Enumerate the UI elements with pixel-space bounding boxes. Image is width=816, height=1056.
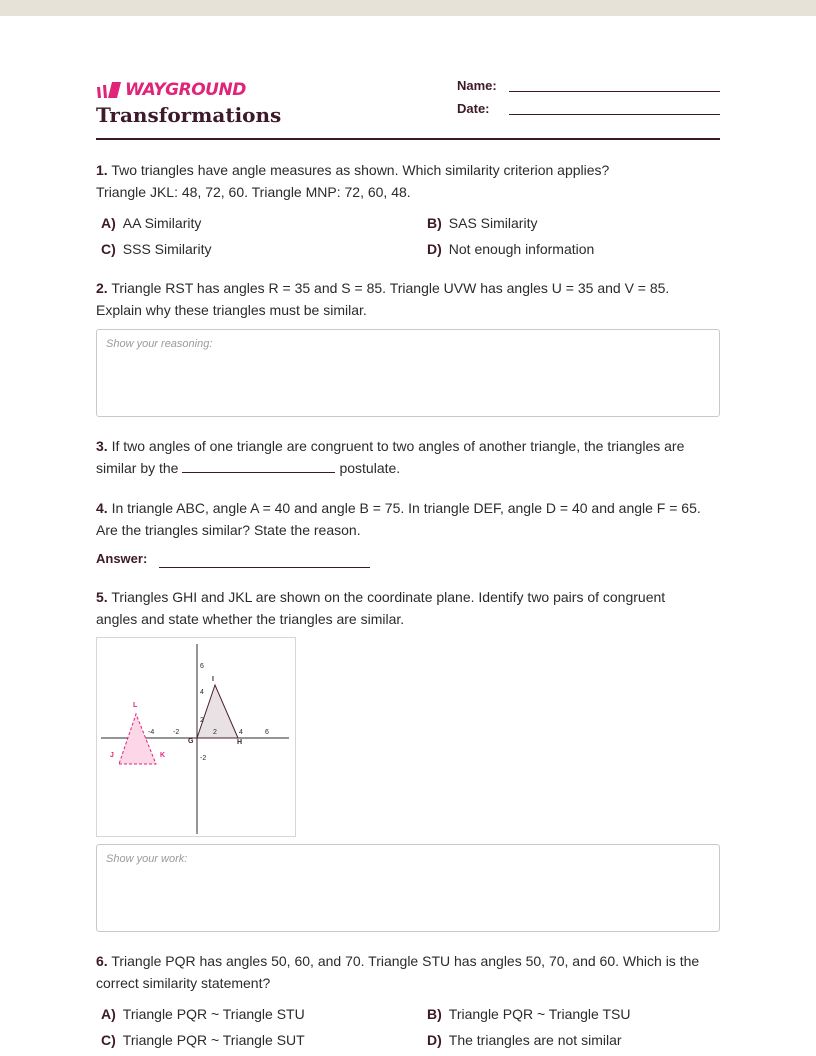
- name-field[interactable]: [509, 91, 720, 92]
- y-tick-label: 2: [200, 717, 204, 724]
- question-6: [96, 950, 720, 994]
- answer-label: Answer:: [96, 551, 148, 566]
- question-number: 5.: [96, 589, 108, 605]
- option-text: The triangles are not similar: [448, 1032, 622, 1048]
- point-label-g: G: [188, 738, 194, 745]
- option-text: AA Similarity: [122, 215, 202, 231]
- option-letter: A): [101, 215, 116, 231]
- x-tick-label: -4: [148, 729, 155, 736]
- question-text: In triangle ABC, angle A = 40 and angle B = 75. In triangle DEF, angle D = 40 and angle F = 65.: [111, 500, 701, 516]
- question-text-line2: Explain why these triangles must be similar.: [96, 302, 367, 318]
- q6-option-b[interactable]: [427, 1006, 630, 1022]
- x-tick-label: 4: [239, 729, 243, 736]
- answer-field[interactable]: [159, 567, 370, 568]
- q6-option-d[interactable]: [427, 1032, 622, 1048]
- q6-option-a[interactable]: [101, 1006, 305, 1022]
- question-number: 4.: [96, 500, 108, 516]
- x-tick-label: 2: [213, 729, 217, 736]
- question-text: If two angles of one triangle are congruent to two angles of another triangle, the triangles are: [111, 438, 685, 454]
- point-label-j: J: [110, 752, 114, 759]
- option-letter: C): [101, 1032, 116, 1048]
- option-text: Triangle PQR ~ Triangle STU: [122, 1006, 305, 1022]
- brand-logo: [96, 79, 246, 101]
- answer-box-placeholder: Show your work:: [106, 853, 188, 865]
- question-number: 1.: [96, 162, 108, 178]
- option-text: Triangle PQR ~ Triangle TSU: [448, 1006, 631, 1022]
- point-label-l: L: [133, 702, 138, 709]
- question-text: Triangles GHI and JKL are shown on the coordinate plane. Identify two pairs of congruent: [111, 589, 666, 605]
- q6-option-c[interactable]: [101, 1032, 305, 1048]
- triangle-jkl: [119, 714, 156, 764]
- option-letter: B): [427, 1006, 442, 1022]
- question-text-line2: Are the triangles similar? State the reason.: [96, 522, 361, 538]
- question-3: [96, 435, 720, 479]
- fill-in-blank[interactable]: [182, 458, 335, 473]
- option-text: SSS Similarity: [122, 241, 212, 257]
- option-letter: C): [101, 241, 116, 257]
- name-label: Name:: [457, 78, 497, 93]
- question-text: Triangle PQR has angles 50, 60, and 70. Triangle STU has angles 50, 70, and 60. Which is the: [111, 953, 700, 969]
- point-label-h: H: [237, 739, 243, 746]
- q1-option-b[interactable]: [427, 215, 537, 231]
- question-5: [96, 586, 720, 630]
- q1-option-d[interactable]: [427, 241, 594, 257]
- question-text-line2-end: postulate.: [339, 460, 401, 476]
- question-text: Two triangles have angle measures as shown. Which similarity criterion applies?: [111, 162, 610, 178]
- option-text: Triangle PQR ~ Triangle SUT: [122, 1032, 305, 1048]
- question-text-line2: angles and state whether the triangles are similar.: [96, 611, 405, 627]
- q5-answer-box[interactable]: [96, 844, 720, 932]
- question-2: [96, 277, 720, 321]
- question-4: [96, 497, 720, 541]
- question-text-line2: correct similarity statement?: [96, 975, 271, 991]
- option-letter: B): [427, 215, 442, 231]
- question-number: 6.: [96, 953, 108, 969]
- question-number: 3.: [96, 438, 108, 454]
- question-1: [96, 159, 720, 203]
- y-tick-label: 4: [200, 689, 204, 696]
- header-divider: [96, 138, 720, 140]
- point-label-k: K: [160, 752, 166, 759]
- y-tick-label: -2: [200, 755, 207, 762]
- point-label-i: I: [212, 676, 214, 683]
- answer-box-placeholder: Show your reasoning:: [106, 338, 213, 350]
- brand-name: WAYGROUND: [125, 80, 246, 100]
- option-text: Not enough information: [448, 241, 595, 257]
- option-text: SAS Similarity: [448, 215, 538, 231]
- question-text-line2: Triangle JKL: 48, 72, 60. Triangle MNP: 72, 60, 48.: [96, 184, 411, 200]
- top-bar: [0, 0, 816, 16]
- page-title: Transformations: [96, 103, 282, 127]
- option-letter: D): [427, 1032, 442, 1048]
- q2-answer-box[interactable]: [96, 329, 720, 417]
- option-letter: A): [101, 1006, 116, 1022]
- y-tick-label: 6: [200, 663, 204, 670]
- date-field[interactable]: [509, 114, 720, 115]
- date-label: Date:: [457, 101, 490, 116]
- coordinate-plane-figure: [96, 637, 296, 837]
- q1-option-a[interactable]: [101, 215, 201, 231]
- x-tick-label: -2: [173, 729, 180, 736]
- question-number: 2.: [96, 280, 108, 296]
- question-text-line2: similar by the: [96, 460, 179, 476]
- q1-option-c[interactable]: [101, 241, 211, 257]
- option-letter: D): [427, 241, 442, 257]
- x-tick-label: 6: [265, 729, 269, 736]
- brand-mark-icon: [96, 81, 122, 99]
- question-text: Triangle RST has angles R = 35 and S = 85. Triangle UVW has angles U = 35 and V = 85.: [111, 280, 670, 296]
